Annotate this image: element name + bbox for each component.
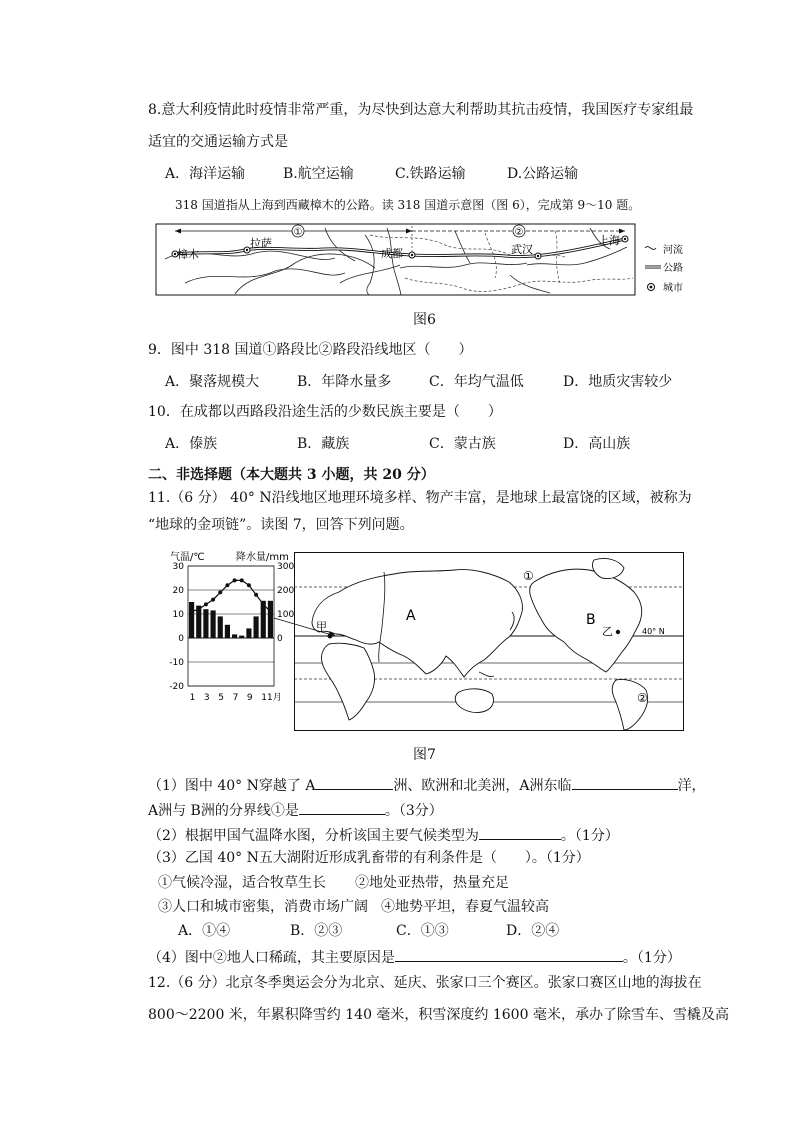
temperature-point xyxy=(261,602,265,606)
q8-option-c: C.铁路运输 xyxy=(395,166,466,182)
precip-bar xyxy=(232,634,237,638)
answer-blank-population-reason[interactable] xyxy=(395,947,623,962)
temperature-point xyxy=(247,583,251,587)
q11-sub1-part-b: 洲、欧洲和北美洲，A洲东临 xyxy=(393,778,572,794)
q11-sub1-part-c: 洋， xyxy=(677,778,706,794)
precip-bar xyxy=(203,609,208,638)
precip-bar xyxy=(246,628,251,638)
temperature-point xyxy=(197,607,201,611)
q11-sub1-line1 xyxy=(148,775,706,795)
q11-sub3-item-2: ②地处亚热带，热量充足 xyxy=(355,875,509,891)
q11-sub1-line2-part-b: 。（3分） xyxy=(384,803,443,819)
precip-tick-label: 200 xyxy=(277,586,295,596)
temperature-point xyxy=(254,593,258,597)
q11-sub4 xyxy=(148,947,681,967)
temperature-point xyxy=(204,602,208,606)
q12-line1: 12.（6 分）北京冬季奥运会分为北京、延庆、张家口三个赛区。张家口赛区山地的海拔在 xyxy=(148,975,702,991)
figure-7-caption: 图7 xyxy=(413,747,436,763)
intro-318: 318 国道指从上海到西藏樟木的公路。读 318 国道示意图（图 6），完成第 9～10 题。 xyxy=(175,198,641,212)
answer-blank-boundary[interactable] xyxy=(299,800,385,815)
month-tick-label: 11月 xyxy=(261,693,282,703)
q11-sub3-item-4: ④地势平坦，春夏气温较高 xyxy=(381,899,549,915)
precip-bar xyxy=(218,616,223,638)
figure-6-legend xyxy=(643,243,703,299)
precip-axis-label: 降水量/mm xyxy=(236,552,289,563)
city-lhasa: 拉萨 xyxy=(250,237,272,250)
answer-blank-continent[interactable] xyxy=(315,775,393,790)
temperature-point xyxy=(240,578,244,582)
q11-sub3-option-d: D．②④ xyxy=(506,923,560,939)
segment-1-label: ① xyxy=(293,227,303,238)
q9-option-a: A．聚落规模大 xyxy=(165,374,260,390)
temperature-point xyxy=(190,610,194,614)
temp-tick-label: 30 xyxy=(172,562,184,572)
temp-tick-label: 0 xyxy=(178,634,184,644)
q11-sub1-part-a: （1）图中 40° N穿越了 A xyxy=(148,778,316,794)
q8-line2: 适宜的交通运输方式是 xyxy=(148,134,288,150)
precip-bar xyxy=(189,602,194,638)
temperature-line xyxy=(192,580,271,611)
q8-option-d: D.公路运输 xyxy=(507,166,579,182)
map-label-yi: 乙 xyxy=(602,625,613,638)
city-zhangmu: 樟木 xyxy=(177,248,199,261)
precip-tick-label: 300 xyxy=(277,562,295,572)
figure-6-map xyxy=(155,223,640,298)
month-tick-label: 1 xyxy=(189,693,196,703)
map-marker-1: ① xyxy=(523,569,534,583)
q11-sub2 xyxy=(148,825,619,845)
q11-sub1-line2 xyxy=(148,800,443,820)
legend-road: 公路 xyxy=(663,263,683,274)
q9-option-b: B．年降水量多 xyxy=(297,374,392,390)
month-tick-label: 3 xyxy=(203,693,210,703)
q10-option-c: C．蒙古族 xyxy=(429,436,496,452)
q11-sub3-item-1: ①气候冷湿，适合牧草生长 xyxy=(158,875,326,891)
temp-tick-label: -10 xyxy=(169,658,184,668)
q11-sub3-stem: （3）乙国 40° N五大湖附近形成乳畜带的有利条件是（ ）。（1分） xyxy=(148,850,590,866)
q11-line2: “地球的金项链”。读图 7，回答下列问题。 xyxy=(148,517,414,533)
q11-line1: 11.（6 分） 40° N沿线地区地理环境多样、物产丰富，是地球上最富饶的区域，被称为 xyxy=(148,490,692,506)
world-map xyxy=(294,552,687,732)
precip-bar xyxy=(225,625,230,638)
q11-sub4-part-a: （4）图中②地人口稀疏，其主要原因是 xyxy=(148,950,395,966)
temperature-point xyxy=(233,578,237,582)
map-label-a: A xyxy=(406,608,416,624)
segment-2-label: ② xyxy=(514,227,524,238)
q8-option-a: A．海洋运输 xyxy=(165,166,246,182)
map-label-b: B xyxy=(586,612,596,628)
q10-option-a: A．傣族 xyxy=(165,436,218,452)
section-2-heading: 二、非选择题（本大题共 3 小题，共 20 分） xyxy=(148,467,435,483)
q9-stem: 9．图中 318 国道①路段比②路段沿线地区（ ） xyxy=(148,342,473,358)
q9-option-c: C．年均气温低 xyxy=(429,374,524,390)
map-lat-label: 40° N xyxy=(642,627,665,636)
legend-city: 城市 xyxy=(663,283,683,294)
figure-6-caption: 图6 xyxy=(413,312,436,328)
map-label-jia: 甲 xyxy=(316,620,327,633)
month-tick-label: 7 xyxy=(232,693,239,703)
q9-option-d: D．地质灾害较少 xyxy=(563,374,673,390)
q10-option-d: D．高山族 xyxy=(563,436,631,452)
answer-blank-ocean[interactable] xyxy=(572,775,678,790)
q10-option-b: B．藏族 xyxy=(297,436,350,452)
q11-sub2-part-a: （2）根据甲国气温降水图，分析该国主要气候类型为 xyxy=(148,828,479,844)
q11-sub3-option-b: B．②③ xyxy=(290,923,343,939)
temperature-point xyxy=(211,598,215,602)
temperature-point xyxy=(268,610,272,614)
city-wuhan: 武汉 xyxy=(511,243,533,256)
legend-river: 河流 xyxy=(663,245,683,256)
temp-tick-label: 20 xyxy=(172,586,184,596)
q11-sub3-option-c: C．①③ xyxy=(396,923,449,939)
answer-blank-climate[interactable] xyxy=(479,825,561,840)
river-legend-icon xyxy=(645,247,656,250)
map-marker-2: ② xyxy=(637,691,648,705)
q11-sub3-item-3: ③人口和城市密集，消费市场广阔 xyxy=(158,899,368,915)
city-chengdu: 成都 xyxy=(381,247,403,260)
city-shanghai: 上海 xyxy=(598,234,620,247)
temp-tick-label: 10 xyxy=(172,610,184,620)
q11-sub2-part-b: 。（1分） xyxy=(560,828,619,844)
precip-tick-label: 0 xyxy=(277,634,283,644)
q11-sub3-option-a: A．①④ xyxy=(178,923,231,939)
q10-stem: 10．在成都以西路段沿途生活的少数民族主要是（ ） xyxy=(148,404,502,420)
temp-tick-label: -20 xyxy=(169,682,184,692)
q8-line1: 8.意大利疫情此时疫情非常严重，为尽快到达意大利帮助其抗击疫情，我国医疗专家组最 xyxy=(148,102,694,118)
q11-sub4-part-b: 。（1分） xyxy=(622,950,681,966)
chart-connector-arrow xyxy=(272,615,342,640)
month-tick-label: 5 xyxy=(218,693,224,703)
temperature-point xyxy=(218,590,222,594)
precip-tick-label: 100 xyxy=(277,610,295,620)
month-tick-label: 9 xyxy=(246,693,253,703)
temp-axis-label: 气温/℃ xyxy=(170,552,205,563)
precip-bar xyxy=(254,616,259,638)
q11-sub1-line2-part-a: A洲与 B洲的分界线①是 xyxy=(148,803,299,819)
q12-line2: 800～2200 米，年累积降雪约 140 毫米，积雪深度约 1600 毫米，承办了除雪车、雪橇及高 xyxy=(148,1007,729,1023)
q8-option-b: B.航空运输 xyxy=(283,166,354,182)
precip-bar xyxy=(211,610,216,638)
temperature-point xyxy=(225,583,229,587)
